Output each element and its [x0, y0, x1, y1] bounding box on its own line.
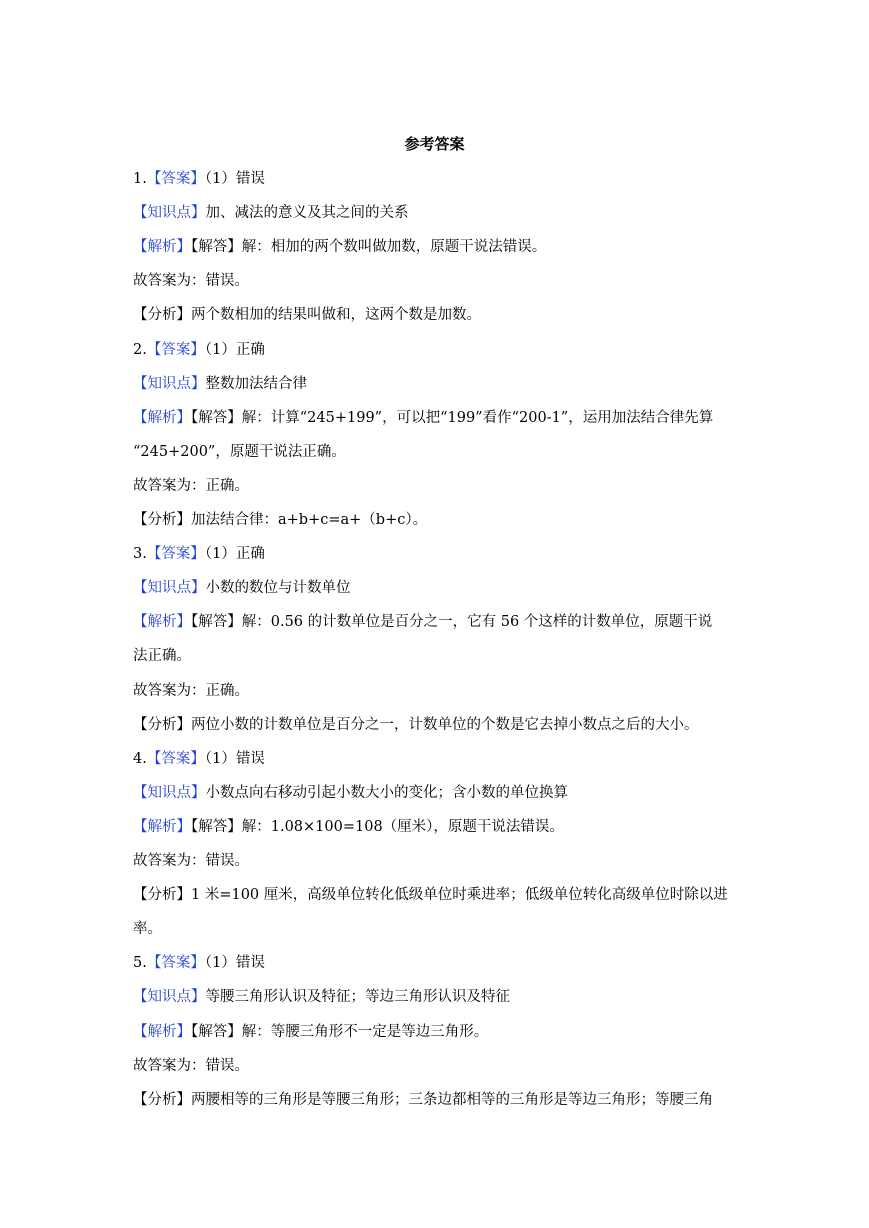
text-line — [133, 884, 743, 906]
line-text: 故答案为：正确。 — [133, 478, 249, 494]
line-text: 加、减法的意义及其之间的关系 — [205, 205, 409, 221]
text-line — [133, 816, 743, 838]
text-line — [133, 1089, 743, 1111]
line-text: 【分析】两位小数的计数单位是百分之一，计数单位的个数是它去掉小数点之后的大小。 — [133, 717, 699, 733]
text-line — [133, 543, 743, 565]
text-line — [133, 1055, 743, 1077]
text-line — [133, 339, 743, 361]
label-tag: 【答案】 — [146, 955, 205, 971]
text-line — [133, 611, 743, 633]
text-line — [133, 407, 743, 429]
text-line — [133, 782, 743, 804]
text-line — [133, 577, 743, 599]
line-text: （1）错误 — [204, 955, 265, 971]
label-tag: 【解析】 — [133, 819, 191, 835]
text-line — [133, 475, 743, 497]
text-line — [133, 1021, 743, 1043]
line-text: 【解答】解：1.08×100=108（厘米），原题干说法错误。 — [191, 819, 564, 835]
page-title: 参考答案 — [404, 135, 465, 153]
label-tag: 【答案】 — [146, 751, 205, 767]
label-tag: 【答案】 — [146, 171, 205, 187]
line-text: 5. — [133, 955, 147, 971]
text-line — [133, 714, 743, 736]
label-tag: 【知识点】 — [133, 376, 206, 392]
line-text: 故答案为：正确。 — [133, 683, 249, 699]
label-tag: 【知识点】 — [133, 989, 206, 1005]
text-line — [133, 202, 743, 224]
text-line — [133, 168, 743, 190]
line-text: 整数加法结合律 — [205, 376, 307, 392]
text-line — [133, 680, 743, 702]
line-text: （1）正确 — [204, 342, 265, 358]
line-text: 1. — [133, 171, 147, 187]
label-tag: 【知识点】 — [133, 785, 206, 801]
line-text: 2. — [133, 342, 147, 358]
line-text: 小数的数位与计数单位 — [205, 580, 351, 596]
text-line — [133, 645, 743, 667]
text-line — [133, 304, 743, 326]
text-line — [133, 373, 743, 395]
line-text: 【解答】解：计算“245+199”，可以把“199”看作“200-1”，运用加法结合律先算 — [191, 410, 714, 426]
line-text: 等腰三角形认识及特征；等边三角形认识及特征 — [205, 989, 510, 1005]
text-line — [133, 918, 743, 940]
line-text: 【分析】加法结合律：a+b+c=a+（b+c）。 — [133, 512, 428, 528]
label-tag: 【知识点】 — [133, 580, 206, 596]
line-text: （1）错误 — [204, 751, 265, 767]
line-text: 【解答】解：等腰三角形不一定是等边三角形。 — [191, 1024, 489, 1040]
label-tag: 【解析】 — [133, 614, 191, 630]
text-line — [133, 748, 743, 770]
label-tag: 【知识点】 — [133, 205, 206, 221]
text-line — [133, 270, 743, 292]
line-text: “245+200”，原题干说法正确。 — [133, 444, 346, 460]
line-text: 故答案为：错误。 — [133, 273, 249, 289]
label-tag: 【解析】 — [133, 239, 191, 255]
line-text: 【分析】两个数相加的结果叫做和，这两个数是加数。 — [133, 307, 481, 323]
line-text: 【解答】解：0.56 的计数单位是百分之一，它有 56 个这样的计数单位，原题干说 — [191, 614, 713, 630]
line-text: 法正确。 — [133, 648, 191, 664]
text-line — [133, 509, 743, 531]
line-text: 故答案为：错误。 — [133, 853, 249, 869]
line-text: 率。 — [133, 921, 162, 937]
line-text: 3. — [133, 546, 147, 562]
line-text: 4. — [133, 751, 147, 767]
line-text: （1）正确 — [204, 546, 265, 562]
line-text: 【分析】1 米=100 厘米，高级单位转化低级单位时乘进率；低级单位转化高级单位时除以进 — [133, 887, 728, 903]
label-tag: 【解析】 — [133, 1024, 191, 1040]
line-text: 小数点向右移动引起小数大小的变化；含小数的单位换算 — [205, 785, 568, 801]
label-tag: 【答案】 — [146, 342, 205, 358]
text-line — [133, 952, 743, 974]
text-line — [133, 850, 743, 872]
text-line — [133, 986, 743, 1008]
line-text: 【解答】解：相加的两个数叫做加数，原题干说法错误。 — [191, 239, 547, 255]
text-line — [133, 236, 743, 258]
text-line — [133, 441, 743, 463]
line-text: （1）错误 — [204, 171, 265, 187]
label-tag: 【答案】 — [146, 546, 205, 562]
label-tag: 【解析】 — [133, 410, 191, 426]
line-text: 【分析】两腰相等的三角形是等腰三角形；三条边都相等的三角形是等边三角形；等腰三角 — [133, 1092, 713, 1108]
line-text: 故答案为：错误。 — [133, 1058, 249, 1074]
